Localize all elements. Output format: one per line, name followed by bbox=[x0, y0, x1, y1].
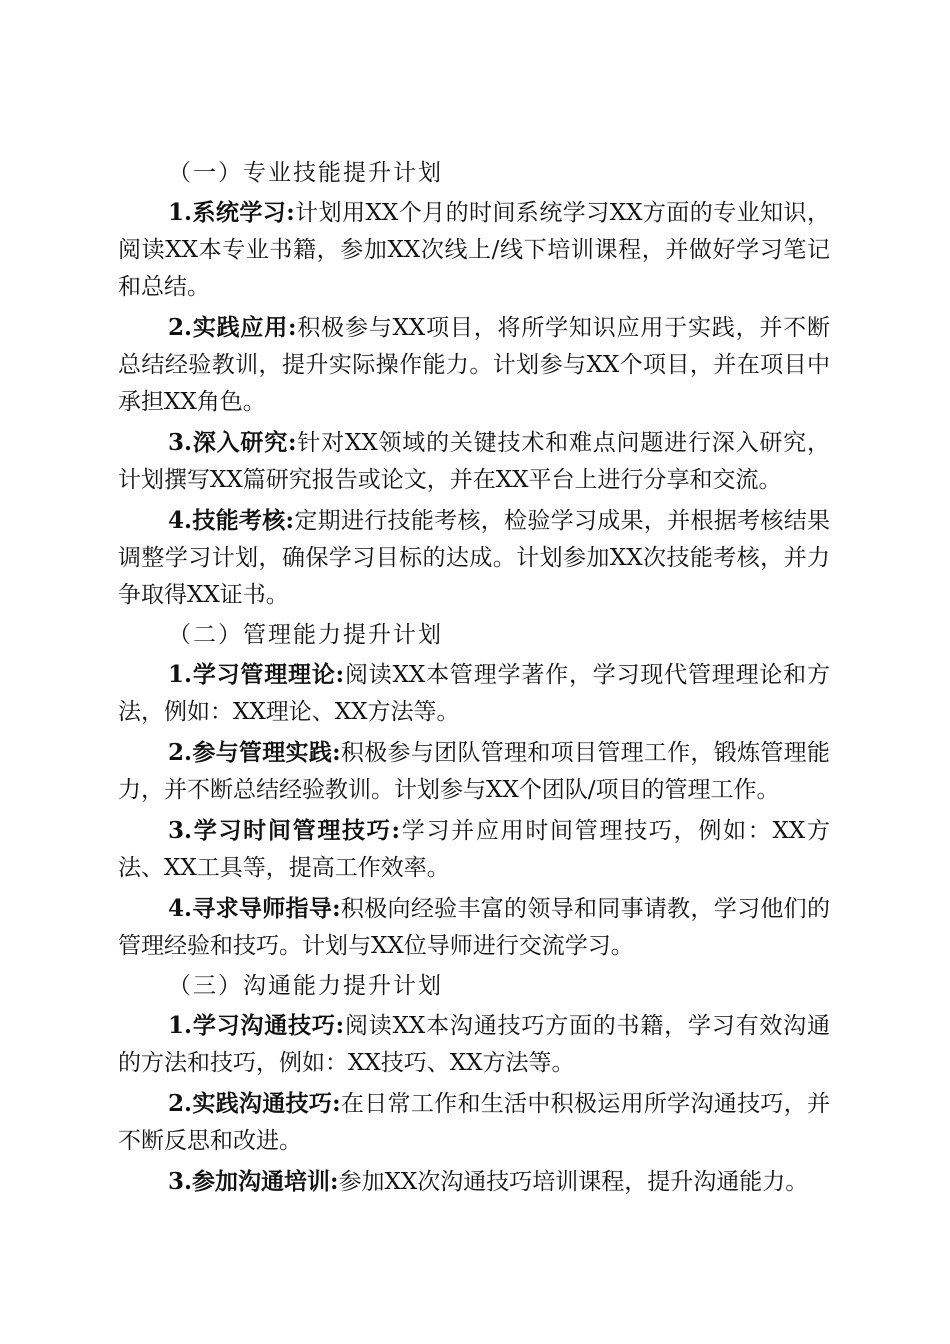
paragraph bbox=[118, 734, 830, 809]
section-heading-management: （二）管理能力提升计划 bbox=[168, 622, 443, 648]
paragraph bbox=[118, 194, 830, 306]
paragraph bbox=[118, 309, 830, 421]
item-title: 3.参加沟通培训: bbox=[168, 1168, 339, 1195]
item-text: 积极参与团队管理和项目管理工作，锻炼管理能力，并不断总结经验教训。计划参与XX个团队/项目的管理工作。 bbox=[118, 740, 830, 803]
item-title: 1.系统学习: bbox=[168, 199, 295, 226]
item-title: 1.学习沟通技巧: bbox=[168, 1012, 345, 1039]
section-heading-professional-skills: （一）专业技能提升计划 bbox=[168, 160, 443, 186]
paragraph bbox=[118, 502, 830, 614]
item-title: 3.深入研究: bbox=[168, 429, 297, 456]
document-body bbox=[118, 155, 830, 1204]
item-text: 计划用XX个月的时间系统学习XX方面的专业知识，阅读XX本专业书籍，参加XX次线上/线下培训课程，并做好学习笔记和总结。 bbox=[118, 200, 830, 300]
item-title: 4.寻求导师指导: bbox=[168, 895, 341, 922]
item-text: 在日常工作和生活中积极运用所学沟通技巧，并不断反思和改进。 bbox=[118, 1091, 830, 1154]
item-text: 参加XX次沟通技巧培训课程，提升沟通能力。 bbox=[338, 1169, 809, 1195]
paragraph bbox=[118, 1163, 830, 1201]
item-text: 阅读XX本沟通技巧方面的书籍，学习有效沟通的方法和技巧，例如：XX技巧、XX方法等。 bbox=[118, 1013, 830, 1076]
item-title: 2.实践应用: bbox=[168, 314, 297, 341]
item-text: 积极向经验丰富的领导和同事请教，学习他们的管理经验和技巧。计划与XX位导师进行交流学习。 bbox=[118, 896, 830, 959]
item-title: 2.参与管理实践: bbox=[168, 739, 341, 766]
item-title: 3.学习时间管理技巧: bbox=[168, 817, 400, 844]
paragraph bbox=[118, 890, 830, 965]
item-text: 定期进行技能考核，检验学习成果，并根据考核结果调整学习计划，确保学习目标的达成。计划参加XX次技能考核，并力争取得XX证书。 bbox=[118, 508, 831, 608]
paragraph bbox=[118, 656, 830, 731]
item-text: 阅读XX本管理学著作，学习现代管理理论和方法，例如：XX理论、XX方法等。 bbox=[118, 662, 830, 725]
item-text: 学习并应用时间管理技巧，例如：XX方法、XX工具等，提高工作效率。 bbox=[118, 818, 830, 881]
paragraph bbox=[118, 424, 830, 499]
paragraph bbox=[118, 812, 830, 887]
section-heading-communication: （三）沟通能力提升计划 bbox=[168, 973, 443, 999]
item-title: 1.学习管理理论: bbox=[168, 661, 345, 688]
item-text: 积极参与XX项目，将所学知识应用于实践，并不断总结经验教训，提升实际操作能力。计划参与XX个项目，并在项目中承担XX角色。 bbox=[118, 315, 830, 415]
paragraph bbox=[118, 1007, 830, 1082]
item-title: 2.实践沟通技巧: bbox=[168, 1090, 341, 1117]
paragraph bbox=[118, 1085, 830, 1160]
item-text: 针对XX领域的关键技术和难点问题进行深入研究，计划撰写XX篇研究报告或论文，并在XX平台上进行分享和交流。 bbox=[118, 430, 830, 493]
item-title: 4.技能考核: bbox=[168, 507, 295, 534]
